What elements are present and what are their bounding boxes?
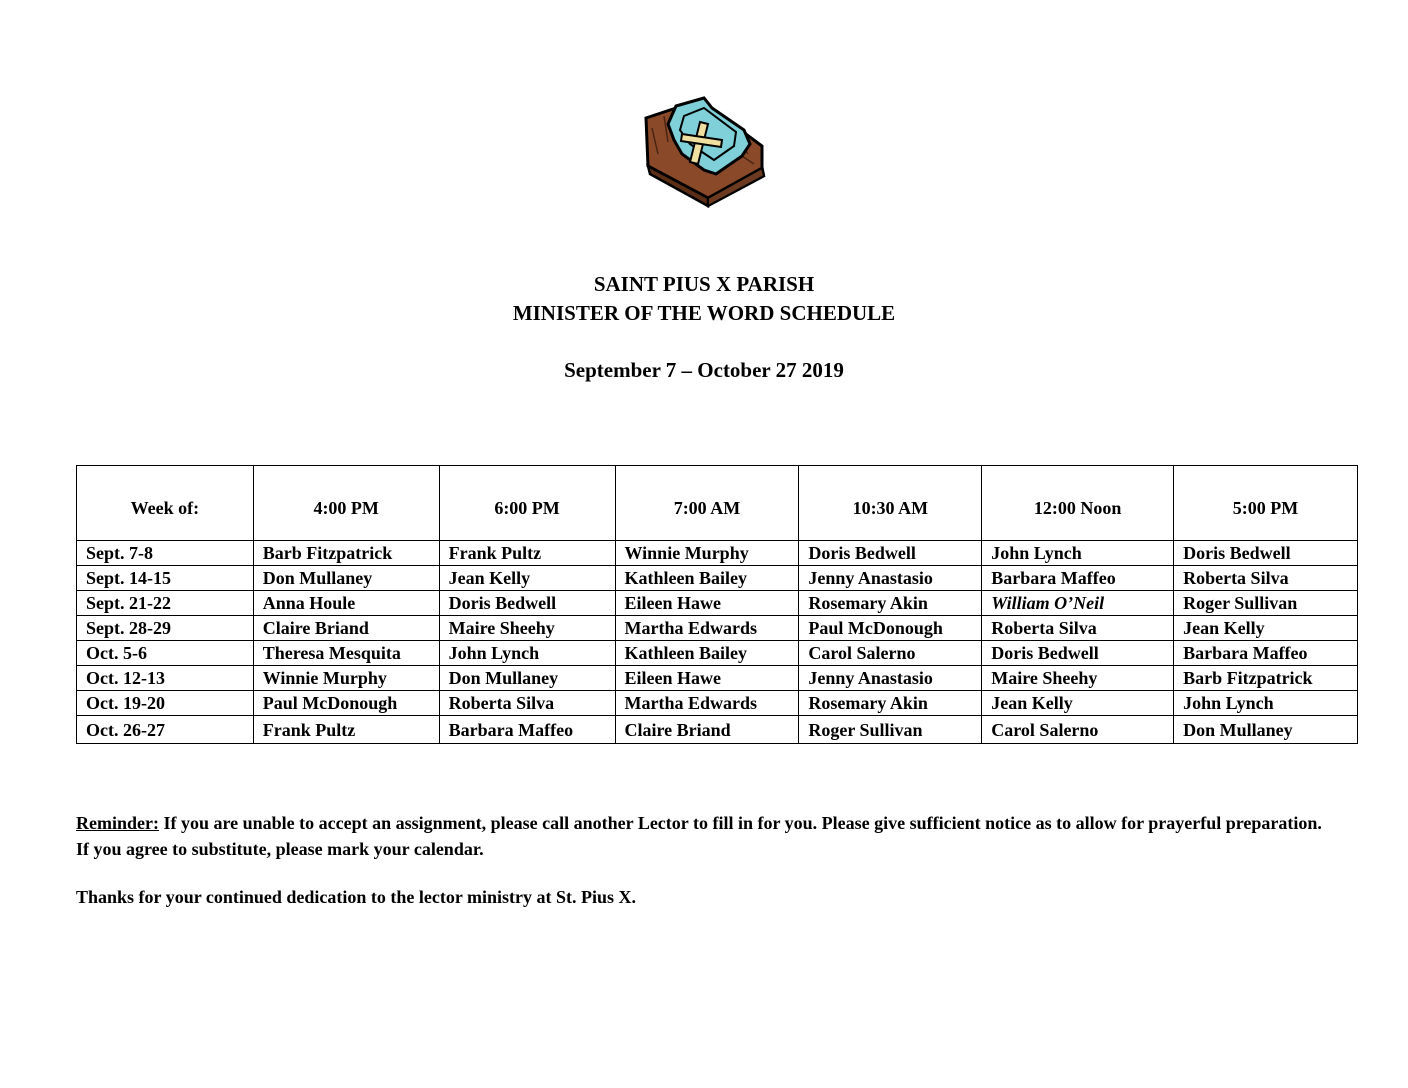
column-header: Week of: (77, 466, 254, 541)
lector-cell: Anna Houle (253, 591, 439, 616)
lector-cell: John Lynch (1174, 691, 1358, 716)
lector-cell: Theresa Mesquita (253, 641, 439, 666)
lector-cell: Roger Sullivan (799, 716, 982, 744)
lector-cell: Rosemary Akin (799, 591, 982, 616)
lector-cell: Eileen Hawe (615, 666, 799, 691)
lector-cell: John Lynch (439, 641, 615, 666)
table-row (77, 666, 1358, 691)
column-header: 6:00 PM (439, 466, 615, 541)
lector-cell: Carol Salerno (982, 716, 1174, 744)
week-cell: Oct. 26-27 (77, 716, 254, 744)
lector-cell: Carol Salerno (799, 641, 982, 666)
table-row (77, 716, 1358, 744)
lector-cell: Paul McDonough (799, 616, 982, 641)
lector-cell: Roberta Silva (439, 691, 615, 716)
week-cell: Sept. 7-8 (77, 541, 254, 566)
lector-cell: Jenny Anastasio (799, 666, 982, 691)
lector-cell: Claire Briand (615, 716, 799, 744)
lector-cell: Maire Sheehy (439, 616, 615, 641)
column-header: 5:00 PM (1174, 466, 1358, 541)
lector-cell: Don Mullaney (439, 666, 615, 691)
lector-cell: Martha Edwards (615, 616, 799, 641)
table-row (77, 541, 1358, 566)
lector-cell: Don Mullaney (1174, 716, 1358, 744)
lector-cell: Barbara Maffeo (982, 566, 1174, 591)
lector-cell: Kathleen Bailey (615, 641, 799, 666)
bible-with-cross-icon (638, 94, 768, 214)
week-cell: Oct. 19-20 (77, 691, 254, 716)
lector-cell: Frank Pultz (253, 716, 439, 744)
lector-cell: Doris Bedwell (1174, 541, 1358, 566)
lector-cell: Martha Edwards (615, 691, 799, 716)
week-cell: Oct. 12-13 (77, 666, 254, 691)
lector-cell: Kathleen Bailey (615, 566, 799, 591)
lector-cell: Jean Kelly (1174, 616, 1358, 641)
lector-cell: Roger Sullivan (1174, 591, 1358, 616)
lector-cell: Jean Kelly (439, 566, 615, 591)
thanks-note: Thanks for your continued dedication to the lector ministry at St. Pius X. (76, 887, 637, 907)
lector-cell: Jenny Anastasio (799, 566, 982, 591)
lector-cell: Barbara Maffeo (1174, 641, 1358, 666)
reminder-paragraph (76, 810, 1336, 862)
table-header-row (77, 466, 1358, 541)
lector-cell: Roberta Silva (982, 616, 1174, 641)
column-header: 7:00 AM (615, 466, 799, 541)
lector-cell: Winnie Murphy (253, 666, 439, 691)
lector-cell: Barbara Maffeo (439, 716, 615, 744)
schedule-dates: September 7 – October 27 2019 (564, 358, 844, 382)
week-cell: Oct. 5-6 (77, 641, 254, 666)
column-header: 12:00 Noon (982, 466, 1174, 541)
lector-cell: Jean Kelly (982, 691, 1174, 716)
week-cell: Sept. 28-29 (77, 616, 254, 641)
table-row (77, 566, 1358, 591)
lector-cell: Eileen Hawe (615, 591, 799, 616)
reminder-label: Reminder: (76, 813, 159, 833)
lector-cell: Claire Briand (253, 616, 439, 641)
table-row (77, 591, 1358, 616)
lector-cell: Barb Fitzpatrick (1174, 666, 1358, 691)
week-cell: Sept. 14-15 (77, 566, 254, 591)
lector-cell: Roberta Silva (1174, 566, 1358, 591)
lector-cell: Doris Bedwell (982, 641, 1174, 666)
parish-name: SAINT PIUS X PARISH (593, 272, 815, 296)
column-header: 4:00 PM (253, 466, 439, 541)
lector-cell: Rosemary Akin (799, 691, 982, 716)
column-header: 10:30 AM (799, 466, 982, 541)
lector-cell: Doris Bedwell (799, 541, 982, 566)
table-row (77, 616, 1358, 641)
lector-cell: Doris Bedwell (439, 591, 615, 616)
lector-cell: Paul McDonough (253, 691, 439, 716)
table-row (77, 641, 1358, 666)
table-row (77, 691, 1358, 716)
schedule-title: MINISTER OF THE WORD SCHEDULE (512, 301, 896, 325)
lector-cell: Don Mullaney (253, 566, 439, 591)
schedule-table (76, 465, 1358, 744)
week-cell: Sept. 21-22 (77, 591, 254, 616)
lector-cell: William O’Neil (982, 591, 1174, 616)
reminder-text: If you are unable to accept an assignment, please call another Lector to fill in for you. Please give sufficient notice as to allow for prayerful preparation. If you agree to substitute, please mark your calendar. (76, 813, 1322, 859)
lector-cell: Maire Sheehy (982, 666, 1174, 691)
lector-cell: Frank Pultz (439, 541, 615, 566)
lector-cell: Barb Fitzpatrick (253, 541, 439, 566)
lector-cell: John Lynch (982, 541, 1174, 566)
lector-cell: Winnie Murphy (615, 541, 799, 566)
